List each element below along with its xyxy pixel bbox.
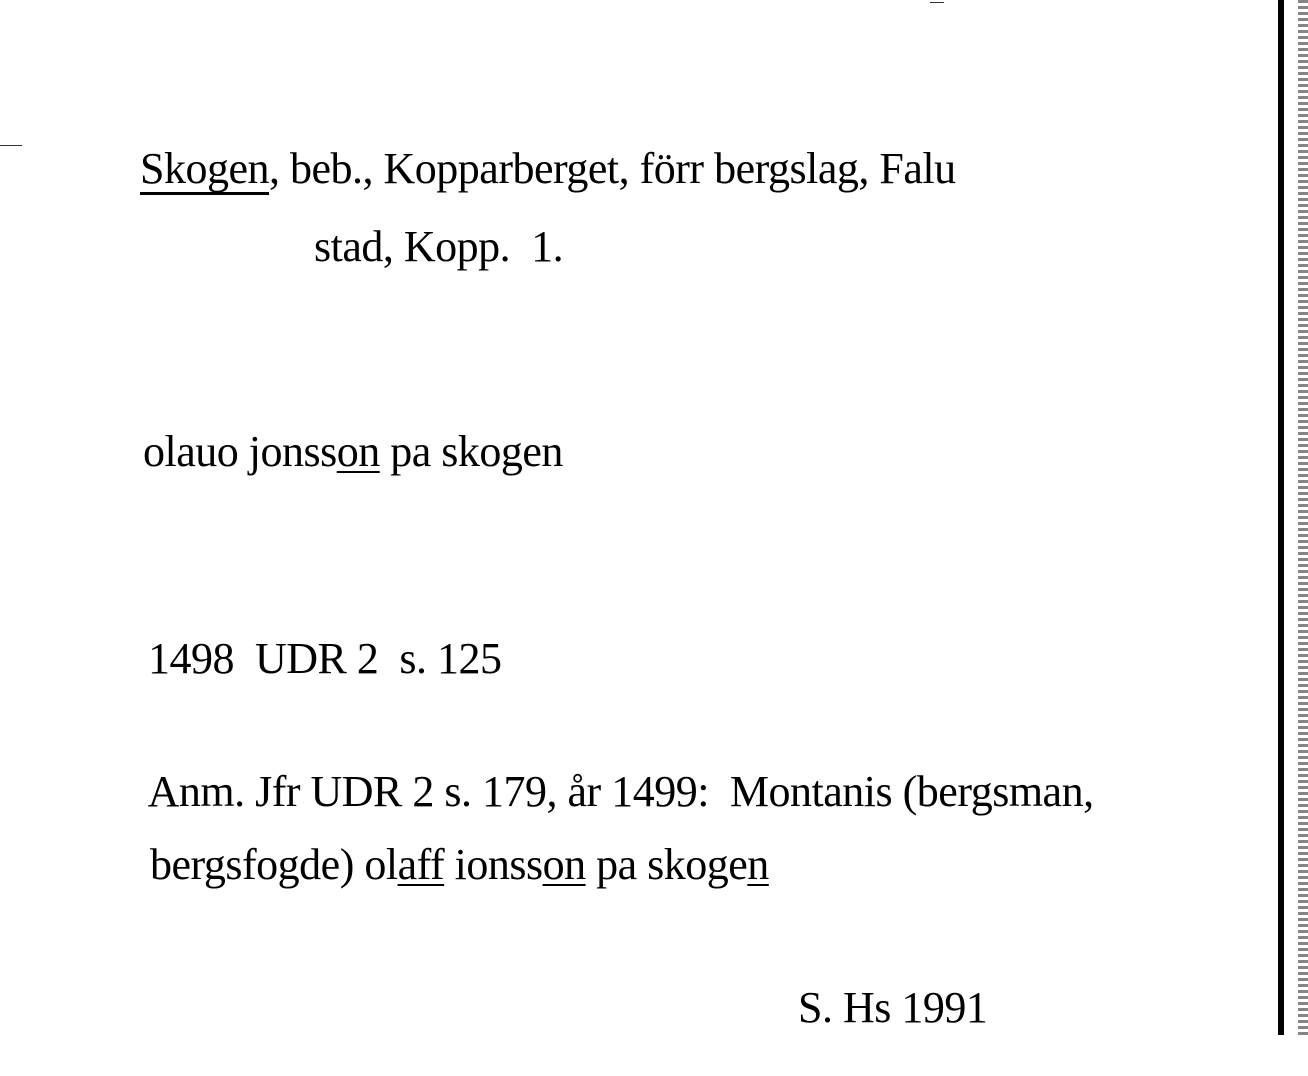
entry-description: , beb., Kopparberget, förr bergslag, Falu <box>269 144 956 193</box>
entry-line-2 <box>272 181 563 313</box>
scan-speck <box>930 2 944 3</box>
card-edge <box>1278 0 1284 1035</box>
attested-form: olauo jonsson pa skogen <box>143 427 563 476</box>
signature: S. Hs 1991 <box>798 983 988 1032</box>
entry-location: stad, Kopp. 1. <box>314 222 564 271</box>
note-line-1: Anm. Jfr UDR 2 s. 179, år 1499: Montanis (bergsman, <box>147 767 1094 816</box>
scan-border <box>1298 0 1308 1035</box>
scan-speck <box>0 145 22 146</box>
source-reference: 1498 UDR 2 s. 125 <box>148 634 502 683</box>
headword: Skogen <box>140 144 269 193</box>
note-line-2: bergsfogde) olaff ionsson pa skogen <box>150 840 769 889</box>
